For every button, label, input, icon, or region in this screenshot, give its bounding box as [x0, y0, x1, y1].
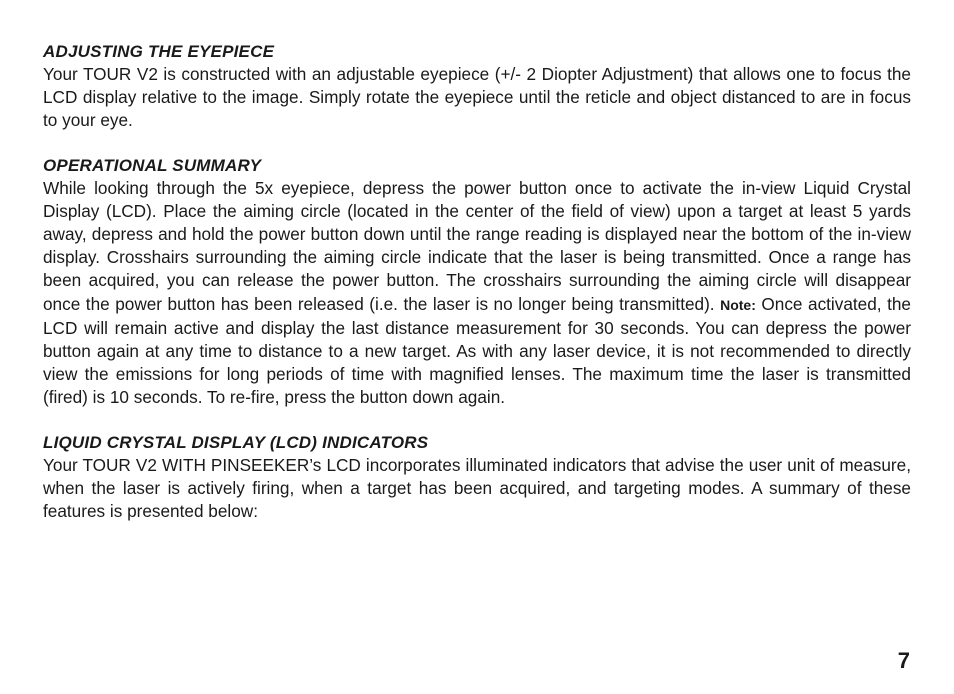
note-label: Note: [720, 296, 756, 313]
section-adjusting-eyepiece [43, 40, 911, 133]
section-heading: LIQUID CRYSTAL DISPLAY (LCD) INDICATORS [43, 432, 429, 452]
page-number: 7 [897, 648, 910, 673]
body-text-after-note: Once activated, the LCD will remain active and display the last distance measurement for 30 seconds. You can depress the power button again at any time to distance to a new target. As with any laser device, it is not recommended to directly view the emissions for long periods of time with magnified lenses. The maximum time the laser is transmitted (fired) is 10 seconds. To re-fire, press the button down again. [43, 293, 911, 408]
manual-page [43, 40, 911, 544]
section-heading: ADJUSTING THE EYEPIECE [43, 42, 275, 61]
section-heading: OPERATIONAL SUMMARY [43, 155, 262, 175]
section-lcd-indicators [43, 431, 911, 524]
section-operational-summary [43, 154, 911, 410]
section-body: Your TOUR V2 WITH PINSEEKER’s LCD incorporates illuminated indicators that advise the user unit of measure, when the laser is actively firing, when a target has been acquired, and targeting modes. A summary of these features is presented below: [43, 454, 911, 522]
section-body: Your TOUR V2 is constructed with an adjustable eyepiece (+/- 2 Diopter Adjustment) that allows one to focus the LCD display relative to the image. Simply rotate the eyepiece until the reticle and object distanced to are in focus to your eye. [43, 64, 911, 131]
section-body [43, 177, 911, 410]
body-text-before-note: While looking through the 5x eyepiece, depress the power button once to activate the in-view Liquid Crystal Display (LCD). Place the aiming circle (located in the center of the field of view) upon a target at least 5 yards away, depress and hold the power button down until the range reading is displayed near the bottom of the in-view display. Crosshairs surrounding the aiming circle indicate that the laser is being transmitted. Once a range has been acquired, you can release the power button. The crosshairs surrounding the aiming circle will disappear once the power button has been released (i.e. the laser is no longer being transmitted). [43, 177, 911, 314]
